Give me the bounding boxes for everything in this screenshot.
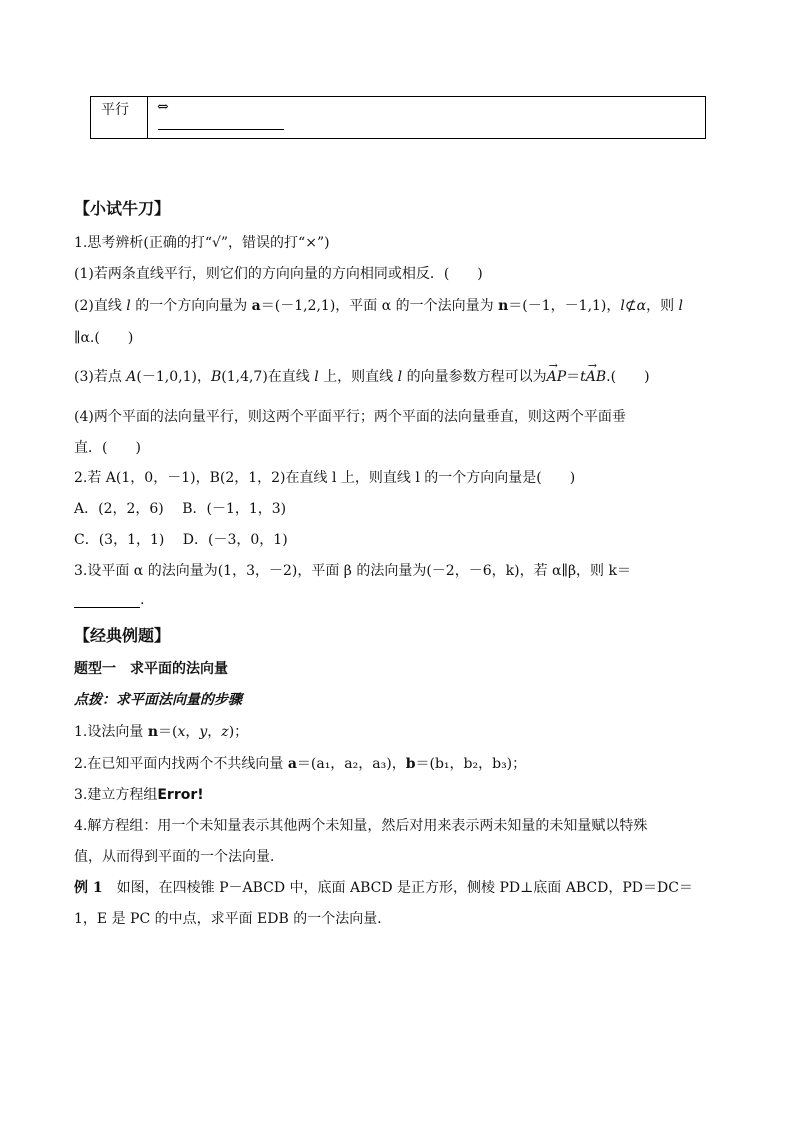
q2-options-cd: C．(3，1，1) D．(－3，0，1) [74,532,288,548]
vector-AP: → AP [547,369,567,385]
step-2: 2.在已知平面内找两个不共线向量 a＝(a₁，a₂，a₃)，b＝(b₁，b₂，b₃)； [74,756,527,772]
equivalence-symbol: ⇔ [157,99,169,115]
q1-head: 1.思考辨析(正确的打“√”，错误的打“×”) [74,235,330,251]
example1-line2: 1，E 是 PC 的中点，求平面 EDB 的一个法向量． [74,911,392,927]
vector-AB: → AB [586,369,606,385]
q2-options-ab: A．(2，2，6) B．(－1，1，3) [74,501,287,517]
q1-item1: (1)若两条直线平行，则它们的方向向量的方向相同或相反．( ) [74,266,483,282]
table-label: 平行 [101,102,129,118]
q3-answer-blank [74,593,140,608]
q1-item4-line1: (4)两个平面的法向量平行，则这两个平面平行；两个平面的法向量垂直，则这两个平面垂 [74,409,626,425]
q3-stem: 3.设平面 α 的法向量为(1，3，－2)，平面 β 的法向量为(－2，－6，k)，若 α∥β，则 k＝ [74,563,631,579]
step-4-line1: 4.解方程组：用一个未知量表示其他两个未知量，然后对用来表示两未知量的未知量赋以特殊 [74,818,648,834]
q3-answer-line: . [74,592,144,608]
example1-line1: 例 1 如图，在四棱锥 P－ABCD 中，底面 ABCD 是正方形，侧棱 PD⊥底面 ABCD，PD＝DC＝ [74,880,693,896]
section-title-examples: 【经典例题】 [74,626,171,645]
section-title-practice: 【小试牛刀】 [74,199,171,218]
relation-table [90,96,706,139]
example1-label: 例 1 [74,880,103,896]
q1-item4-line2: 直．( ) [74,440,141,456]
table-answer-blank [158,129,284,130]
step-1: 1.设法向量 n＝(x，y，z)； [74,724,249,740]
table-label-cell [91,97,148,138]
tip-title: 点拨：求平面法向量的步骤 [74,692,242,708]
step-3: 3.建立方程组Error! [74,787,204,803]
type1-title: 题型一 求平面的法向量 [74,661,228,677]
q1-item2-line2: ∥α.( ) [74,330,134,346]
q1-item2-line1: (2)直线 l 的一个方向向量为 a＝(－1,2,1)，平面 α 的一个法向量为 n＝(－1，－1,1)，l⊄α，则 l [74,298,684,314]
q1-item3: (3)若点 A(－1,0,1)，B(1,4,7)在直线 l 上，则直线 l 的向量参数方程可以为→ AP＝t→ AB.( ) [74,366,650,386]
step-4-line2: 值，从而得到平面的一个法向量． [74,849,284,865]
error-text: Error! [157,787,204,803]
q2-stem: 2.若 A(1，0，－1)，B(2，1，2)在直线 l 上，则直线 l 的一个方向向量是( ) [74,470,576,486]
